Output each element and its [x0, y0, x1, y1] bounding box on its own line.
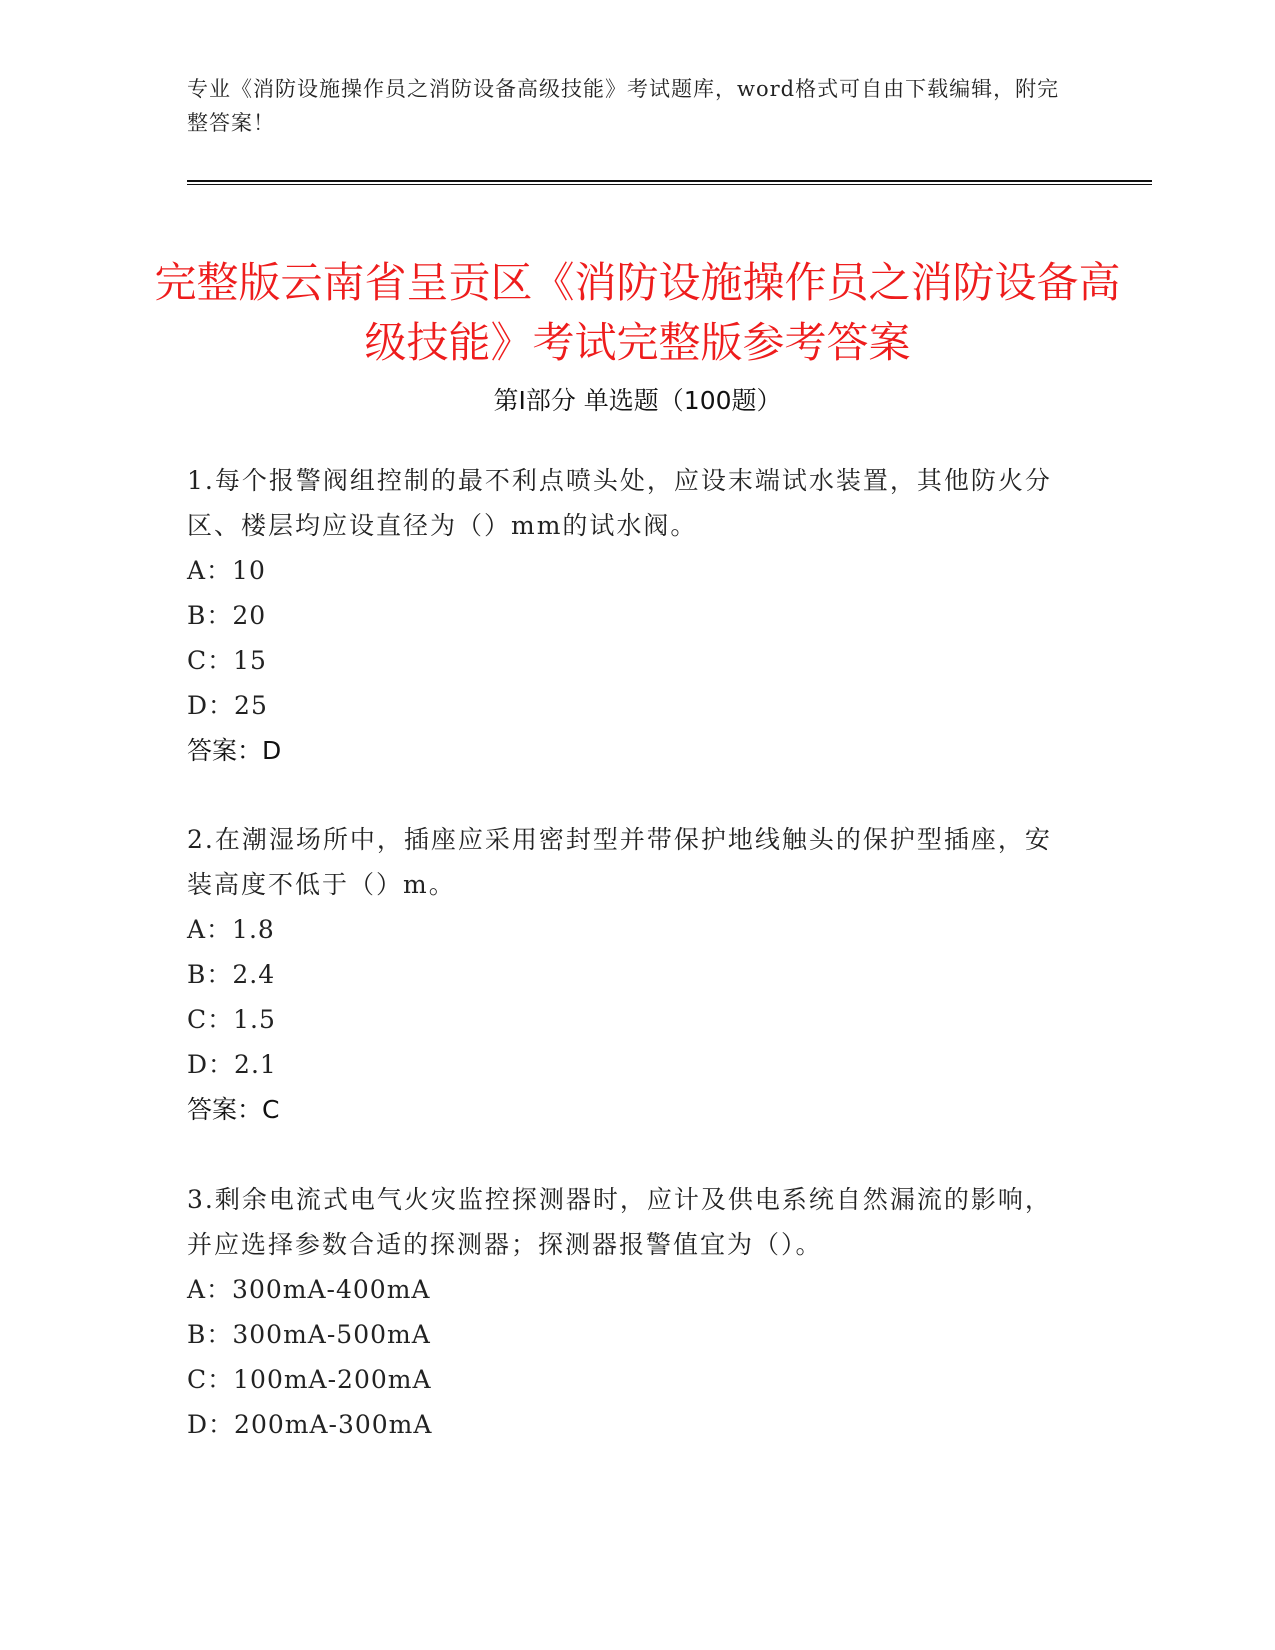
answer-line: 答案：C — [187, 1095, 280, 1124]
question-1 — [187, 458, 1067, 773]
section-heading: 第Ⅰ部分 单选题（100题） — [493, 386, 782, 415]
option-c: C：1.5 — [187, 1005, 276, 1034]
question-2 — [187, 817, 1067, 1132]
option-d: D：25 — [187, 691, 268, 720]
question-stem: 3.剩余电流式电气火灾监控探测器时，应计及供电系统自然漏流的影响，并应选择参数合适的探测器；探测器报警值宜为（）。 — [187, 1185, 1052, 1259]
header-divider-thick — [187, 180, 1152, 182]
option-b: B：300mA-500mA — [187, 1320, 431, 1349]
option-b: B：20 — [187, 601, 267, 630]
option-a: A：1.8 — [187, 915, 275, 944]
option-d: D：200mA-300mA — [187, 1410, 433, 1439]
question-3 — [187, 1177, 1067, 1447]
option-c: C：100mA-200mA — [187, 1365, 432, 1394]
option-a: A：300mA-400mA — [187, 1275, 431, 1304]
option-a: A：10 — [187, 556, 266, 585]
header-divider-thin — [187, 184, 1152, 185]
option-c: C：15 — [187, 646, 267, 675]
question-stem: 2.在潮湿场所中，插座应采用密封型并带保护地线触头的保护型插座，安装高度不低于（）m。 — [187, 825, 1052, 899]
header-note: 专业《消防设施操作员之消防设备高级技能》考试题库，word格式可自由下载编辑，附完整答案！ — [187, 77, 1060, 135]
option-d: D：2.1 — [187, 1050, 277, 1079]
question-stem: 1.每个报警阀组控制的最不利点喷头处，应设末端试水装置，其他防火分区、楼层均应设直径为（）mm的试水阀。 — [187, 466, 1052, 540]
answer-line: 答案：D — [187, 736, 282, 765]
option-b: B：2.4 — [187, 960, 276, 989]
document-title: 完整版云南省呈贡区《消防设施操作员之消防设备高级技能》考试完整版参考答案 — [154, 258, 1121, 368]
